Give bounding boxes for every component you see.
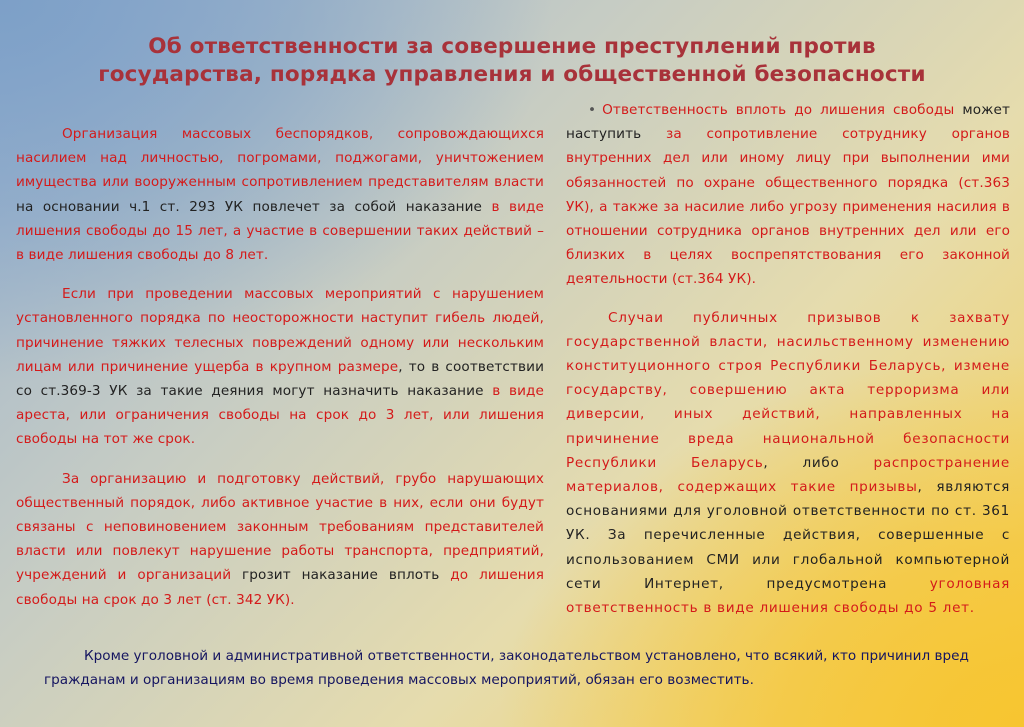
bullet-icon: • (588, 102, 597, 118)
highlight-text: уголовная ответственность в виде лишения свободы до 5 лет. (566, 575, 1010, 617)
body-text: на основании ч.1 ст. 293 УК повлечет за собой наказание (16, 198, 492, 215)
highlight-text: Случаи публичных призывов к захвату государственной власти, насильственному изменению конституционного строя Республики Беларусь, измене государству, совершению акта терроризма или диверсии, иных действий, направленных на причинение вреда национальной безопасности Республики Беларусь (566, 309, 1010, 471)
body-text: грозит наказание вплоть (231, 567, 451, 584)
poster-title (40, 33, 984, 89)
highlight-text: за сопротивление сотруднику органов внутренних дел или иному лицу при выполнении ими обязанностей по охране общественного порядка (ст.363 УК), а также за насилие либо угрозу применения насилия в отношении сотрудника органов внутренних дел или его близких в целях воспрепятствования его законной деятельности (ст.364 УК). (566, 126, 1010, 288)
paragraph-mass-events-violations (16, 282, 544, 451)
footer-note: Кроме уголовной и административной ответственности, законодательством установлено, что всякий, кто причинил вред гражданам и организациям во время проведения массовых мероприятий, обязан его возместить. (44, 648, 969, 688)
body-text: , являются основаниями для уголовной ответственности по ст. 361 УК. За перечисленные действия, совершенные с использованием СМИ или глобальной компьютерной сети Интернет, предусмотрена (566, 479, 1010, 592)
right-column (566, 98, 1010, 635)
highlight-text: в виде лишения свободы до 15 лет, а участие в совершении таких действий –в виде лишения свободы до 8 лет. (16, 198, 544, 264)
highlight-text: За организацию и подготовку действий, грубо нарушающих общественный порядок, либо активное участие в них, если они будут связаны с неповиновением законным требованиям представителей власти или повлекут нарушение работы транспорта, предприятий, учреждений и организаций (16, 470, 544, 584)
paragraph-resistance (566, 98, 1010, 292)
paragraph-mass-riots (16, 122, 544, 267)
body-text: , то в соответствии со ст.369-3 УК за такие деяния могут назначить наказание (16, 358, 545, 400)
paragraph-public-calls (566, 306, 1010, 621)
highlight-text: Организация массовых беспорядков, сопровождающихся насилием над личностью, погромами, поджогами, уничтожением имущества или вооруженным сопротивлением представителям власти (16, 126, 544, 191)
body-text: , либо (763, 454, 874, 471)
highlight-text: Ответственность вплоть до лишения свободы (602, 102, 955, 118)
highlight-text: распространение материалов, содержащих такие призывы (566, 454, 1010, 496)
body-text: может наступить (566, 102, 1010, 143)
title-line-1: Об ответственности за совершение преступлений против (148, 34, 876, 59)
title-line-2: государства, порядка управления и общественной безопасности (98, 62, 926, 87)
highlight-text: в виде ареста, или ограничения свободы на срок до 3 лет, или лишения свободы на тот же срок. (16, 383, 545, 448)
highlight-text: до лишения свободы на срок до 3 лет (ст. 342 УК). (16, 567, 544, 608)
paragraph-public-order (16, 467, 544, 612)
highlight-text: Если при проведении массовых мероприятий с нарушением установленного порядка по неосторожности наступит гибель людей, причинение тяжких телесных повреждений одному или нескольким лицам или причинение ущерба в крупном размере (16, 286, 544, 375)
left-column (16, 122, 544, 627)
